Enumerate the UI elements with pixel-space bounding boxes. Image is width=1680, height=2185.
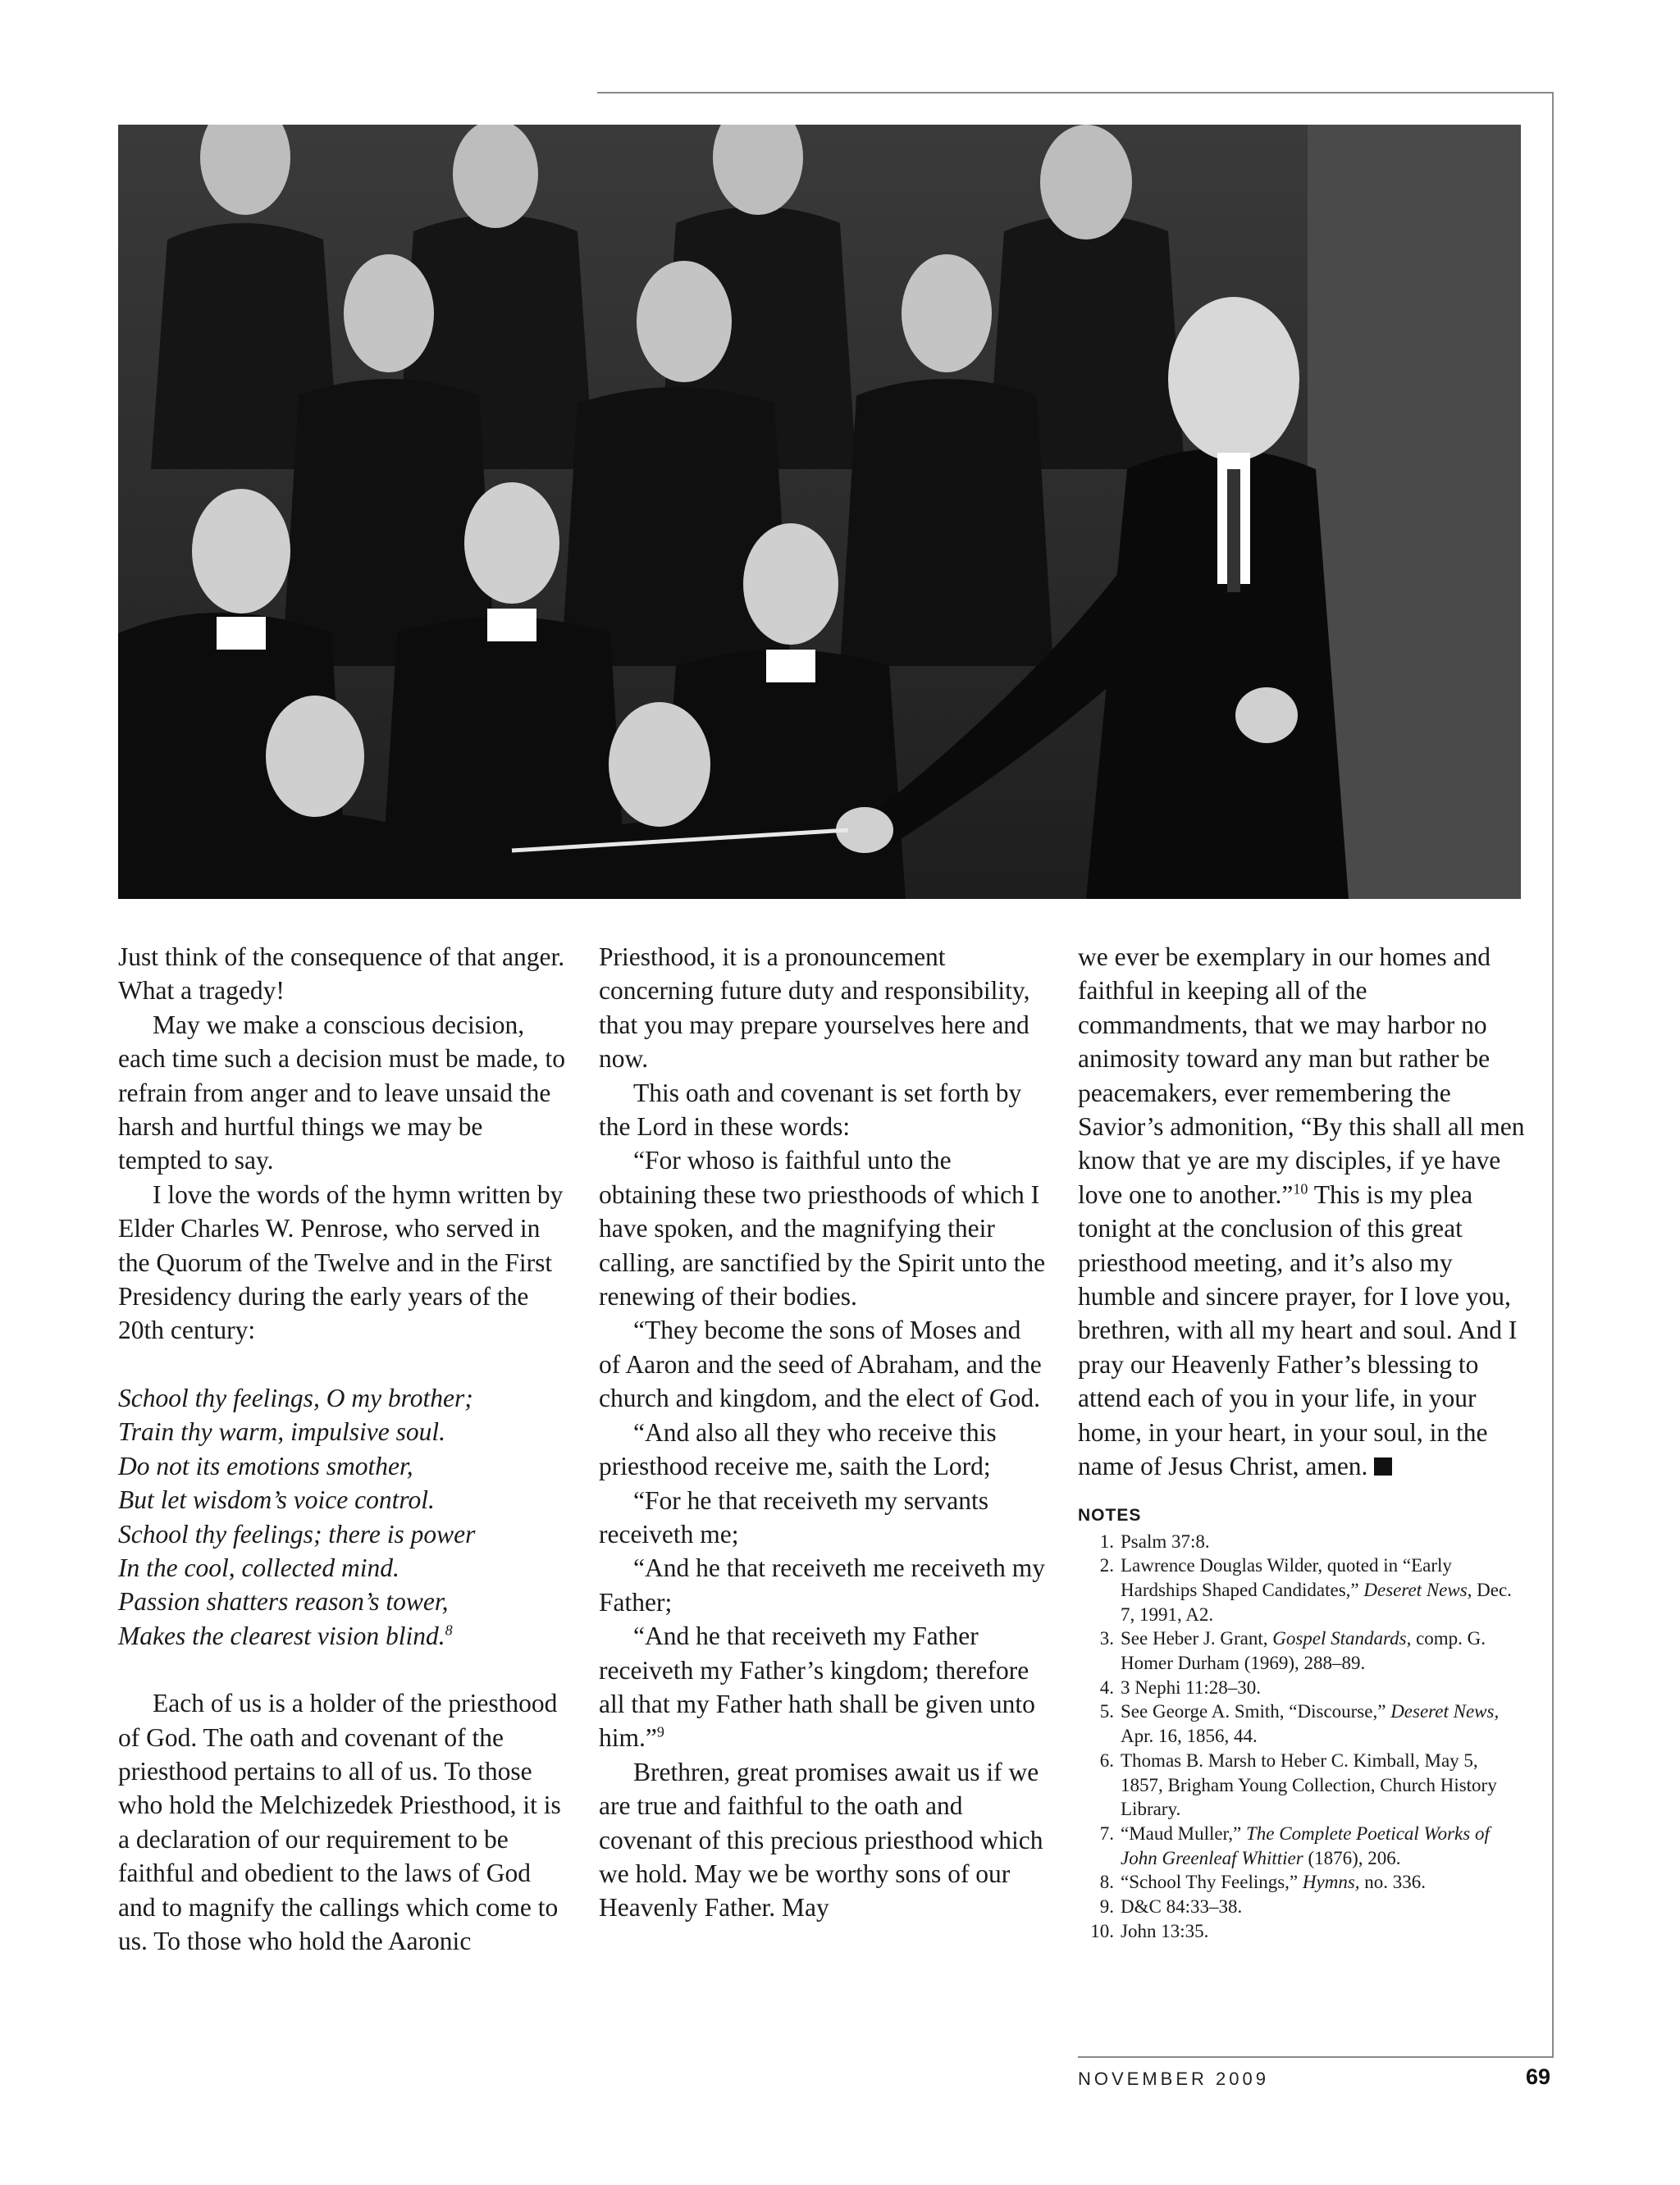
text-column-1 <box>118 940 565 1958</box>
note-number: 10. <box>1090 1920 1114 1941</box>
poem-line: But let wisdom’s voice control. <box>118 1485 435 1515</box>
paragraph: I love the words of the hymn written by Elder Charles W. Penrose, who served in the Quorum of the Twelve and in the First Presidency during the early years of the 20th century: <box>118 1179 564 1345</box>
note-text: See Heber J. Grant, Gospel Standards, comp. G. Homer Durham (1969), 288–89. <box>1121 1628 1486 1674</box>
note-item <box>1078 1822 1525 1870</box>
note-number: 8. <box>1099 1872 1114 1893</box>
note-text: John 13:35. <box>1121 1920 1209 1941</box>
note-text: “Maud Muller,” The Complete Poetical Works of John Greenleaf Whittier (1876), 206. <box>1121 1822 1490 1868</box>
paragraph: Each of us is a holder of the priesthood of God. The oath and covenant of the priesthood pertains to all of us. To those who hold the Melchizedek Priesthood, it is a declaration of our requirement to be faithful and obedient to the laws of God and to magnify the callings which come to us. To those who hold the Aaronic <box>118 1689 561 1955</box>
poem-line: School thy feelings, O my brother; <box>118 1383 473 1412</box>
footnote-ref: 9 <box>656 1723 664 1740</box>
poem-line: Do not its emotions smother, <box>118 1451 413 1480</box>
note-number: 9. <box>1099 1896 1114 1918</box>
note-number: 2. <box>1099 1555 1114 1576</box>
note-item <box>1078 1870 1525 1895</box>
note-text: See George A. Smith, “Discourse,” Deseret News, Apr. 16, 1856, 44. <box>1121 1701 1500 1747</box>
poem-line: In the cool, collected mind. <box>118 1553 399 1582</box>
page-number: 69 <box>1525 2064 1550 2089</box>
note-number: 7. <box>1099 1822 1114 1844</box>
poem-line: School thy feelings; there is power <box>118 1519 476 1549</box>
note-item <box>1078 1626 1525 1675</box>
note-number: 6. <box>1099 1749 1114 1771</box>
end-mark-square <box>1374 1457 1392 1476</box>
paragraph-with-note <box>599 1619 1046 1755</box>
paragraph: “And he that receiveth me receiveth my Father; <box>599 1553 1046 1617</box>
paragraph: “For he that receiveth my servants receiveth me; <box>599 1485 988 1549</box>
notes-heading: NOTES <box>1078 1505 1142 1525</box>
note-text: Lawrence Douglas Wilder, quoted in “Early Hardships Shaped Candidates,” Deseret News, Dec. 7, 1991, A2. <box>1121 1555 1512 1625</box>
note-item <box>1078 1530 1525 1554</box>
hymn-poem <box>118 1381 565 1653</box>
note-text: Thomas B. Marsh to Heber C. Kimball, May 5, 1857, Brigham Young Collection, Church History Library. <box>1121 1749 1497 1820</box>
note-item <box>1078 1895 1525 1919</box>
footnote-ref: 10 <box>1293 1180 1308 1197</box>
note-number: 3. <box>1099 1628 1114 1649</box>
paragraph-text: “And he that receiveth my Father receiveth my Father’s kingdom; therefore all that my Father hath shall be given unto him.” <box>599 1622 1035 1753</box>
paragraph: May we make a conscious decision, each time such a decision must be made, to refrain from anger and to leave unsaid the harsh and hurtful things we may be tempted to say. <box>118 1010 565 1175</box>
note-item <box>1078 1919 1525 1944</box>
note-text: D&C 84:33–38. <box>1121 1896 1243 1918</box>
note-number: 5. <box>1099 1701 1114 1722</box>
paragraph-text: This is my plea tonight at the conclusion of this great priesthood meeting, and it’s also my humble and sincere prayer, for I love you, brethren, with all my heart and soul. And I pray our Heavenly Father’s blessing to attend each of you in your life, in your home, in your heart, in your soul, in the name of Jesus Christ, amen. <box>1078 1179 1518 1481</box>
paragraph: Priesthood, it is a pronouncement concerning future duty and responsibility, that you may prepare yourselves here and now. <box>599 942 1030 1074</box>
poem-line: Train thy warm, impulsive soul. <box>118 1417 446 1447</box>
poem-line-last <box>118 1619 565 1653</box>
text-column-3 <box>1078 940 1525 1943</box>
note-item <box>1078 1699 1525 1748</box>
footer-rule <box>1078 2056 1554 2058</box>
side-rule <box>1552 92 1554 2056</box>
text-column-2 <box>599 940 1046 1925</box>
poem-line: Passion shatters reason’s tower, <box>118 1587 449 1617</box>
poem-line: Makes the clearest vision blind. <box>118 1621 445 1650</box>
paragraph: “And also all they who receive this priesthood receive me, saith the Lord; <box>599 1417 997 1481</box>
paragraph: This oath and covenant is set forth by the Lord in these words: <box>599 1078 1022 1142</box>
paragraph: Just think of the consequence of that anger. What a tragedy! <box>118 942 565 1006</box>
footnote-ref: 8 <box>445 1622 453 1639</box>
note-item <box>1078 1749 1525 1822</box>
paragraph: “For whoso is faithful unto the obtaining these two priesthoods of which I have spoken, and the magnifying their calling, are sanctified by the Spirit unto the renewing of their bodies. <box>599 1146 1046 1311</box>
paragraph: Brethren, great promises await us if we are true and faithful to the oath and covenant of this precious priesthood which we hold. May we be worthy sons of our Heavenly Father. May <box>599 1757 1043 1923</box>
choir-photo-illustration <box>118 125 1521 899</box>
note-text: “School Thy Feelings,” Hymns, no. 336. <box>1121 1872 1427 1893</box>
note-item <box>1078 1553 1525 1626</box>
issue-date: NOVEMBER 2009 <box>1078 2069 1269 2089</box>
top-rule <box>597 92 1554 94</box>
paragraph-with-note <box>1078 940 1525 1484</box>
note-item <box>1078 1676 1525 1700</box>
note-number: 4. <box>1099 1676 1114 1698</box>
note-number: 1. <box>1099 1530 1114 1552</box>
note-text: Psalm 37:8. <box>1121 1530 1210 1552</box>
paragraph-text: we ever be exemplary in our homes and faithful in keeping all of the commandments, that we may harbor no animosity toward any man but rather be peacemakers, ever remembering the Savior’s admonition, “By this shall all men know that ye are my disciples, if ye have love one to another.” <box>1078 942 1525 1209</box>
choir-photo <box>118 125 1521 899</box>
notes-list <box>1078 1530 1525 1944</box>
note-text: 3 Nephi 11:28–30. <box>1121 1676 1261 1698</box>
paragraph: “They become the sons of Moses and of Aaron and the seed of Abraham, and the church and kingdom, and the elect of God. <box>599 1316 1042 1413</box>
